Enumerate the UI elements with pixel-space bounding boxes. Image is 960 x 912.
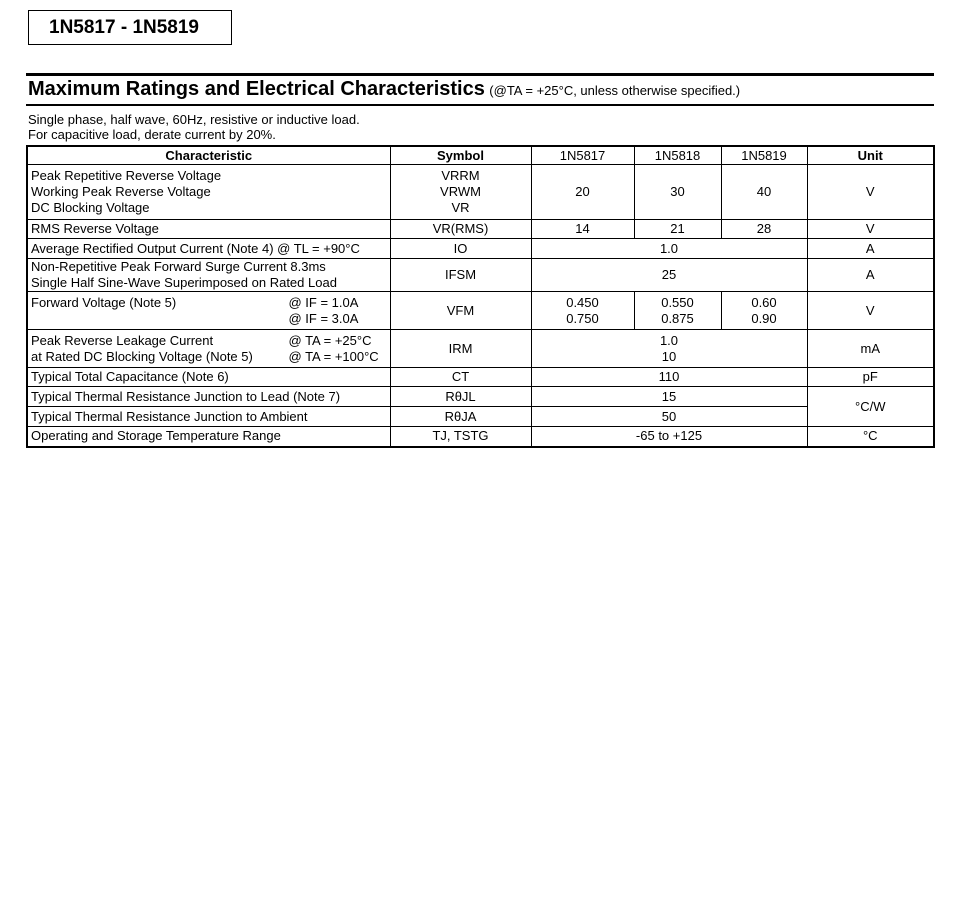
value-cell: 28 bbox=[721, 220, 807, 239]
characteristic-line bbox=[31, 333, 387, 349]
table-row bbox=[27, 407, 934, 427]
header-unit: Unit bbox=[807, 146, 934, 165]
symbol-cell: IRM bbox=[390, 330, 531, 368]
symbol-line: VR bbox=[451, 200, 470, 215]
condition-text: @ TA = +100°C bbox=[288, 348, 379, 364]
value-cell: 21 bbox=[634, 220, 721, 239]
header-1n5818: 1N5818 bbox=[634, 146, 721, 165]
table-row bbox=[27, 368, 934, 387]
characteristic-cell: Operating and Storage Temperature Range bbox=[27, 427, 390, 447]
condition-text: @ TA = +25°C bbox=[288, 332, 372, 348]
unit-cell: V bbox=[807, 220, 934, 239]
value-cell: 25 bbox=[531, 259, 807, 292]
value-line: 0.60 bbox=[751, 294, 777, 310]
symbol-cell: VR(RMS) bbox=[390, 220, 531, 239]
table-row bbox=[27, 259, 934, 292]
table-row bbox=[27, 427, 934, 447]
header-symbol: Symbol bbox=[390, 146, 531, 165]
characteristic-text: Peak Reverse Leakage Current bbox=[31, 332, 214, 348]
note-line: Single phase, half wave, 60Hz, resistive or inductive load. bbox=[28, 112, 360, 127]
symbol-line: VRWM bbox=[440, 184, 481, 199]
characteristic-line: Non-Repetitive Peak Forward Surge Current 8.3ms bbox=[31, 259, 326, 274]
value-line: 0.875 bbox=[661, 310, 694, 326]
value-line: 0.90 bbox=[751, 310, 777, 326]
unit-cell: V bbox=[807, 292, 934, 330]
load-notes bbox=[28, 112, 360, 142]
unit-cell: mA bbox=[807, 330, 934, 368]
symbol-cell: IFSM bbox=[390, 259, 531, 292]
unit-cell: pF bbox=[807, 368, 934, 387]
value-cell: 50 bbox=[531, 407, 807, 427]
value-cell bbox=[634, 292, 721, 330]
value-cell: 110 bbox=[531, 368, 807, 387]
characteristic-cell: Typical Total Capacitance (Note 6) bbox=[27, 368, 390, 387]
symbol-cell: TJ, TSTG bbox=[390, 427, 531, 447]
value-line: 0.750 bbox=[566, 310, 599, 326]
value-cell bbox=[531, 330, 807, 368]
unit-cell: °C/W bbox=[807, 387, 934, 427]
table-row bbox=[27, 239, 934, 259]
table-row bbox=[27, 292, 934, 330]
condition-text: @ IF = 3.0A bbox=[288, 310, 359, 326]
characteristic-line: DC Blocking Voltage bbox=[31, 200, 150, 215]
symbol-cell: IO bbox=[390, 239, 531, 259]
symbol-cell: VFM bbox=[390, 292, 531, 330]
unit-cell: A bbox=[807, 259, 934, 292]
note-line: For capacitive load, derate current by 20%. bbox=[28, 127, 276, 142]
value-cell bbox=[721, 292, 807, 330]
section-condition: (@TA = +25°C, unless otherwise specified.) bbox=[489, 83, 741, 98]
characteristic-cell: Typical Thermal Resistance Junction to Lead (Note 7) bbox=[27, 387, 390, 407]
characteristic-cell: Typical Thermal Resistance Junction to Ambient bbox=[27, 407, 390, 427]
table-header-row bbox=[27, 146, 934, 165]
characteristic-cell bbox=[27, 165, 390, 220]
characteristic-line: Single Half Sine-Wave Superimposed on Rated Load bbox=[31, 275, 337, 290]
value-cell: 40 bbox=[721, 165, 807, 220]
value-line: 0.550 bbox=[661, 294, 694, 310]
characteristic-line: Working Peak Reverse Voltage bbox=[31, 184, 211, 199]
ratings-table bbox=[26, 145, 935, 448]
value-cell: 14 bbox=[531, 220, 634, 239]
value-cell: 1.0 bbox=[531, 239, 807, 259]
table-row bbox=[27, 387, 934, 407]
unit-cell: V bbox=[807, 165, 934, 220]
symbol-cell bbox=[390, 165, 531, 220]
value-line: 0.450 bbox=[566, 294, 599, 310]
characteristic-line: Peak Repetitive Reverse Voltage bbox=[31, 168, 222, 183]
value-cell: 30 bbox=[634, 165, 721, 220]
value-cell bbox=[531, 292, 634, 330]
symbol-cell: CT bbox=[390, 368, 531, 387]
unit-cell: A bbox=[807, 239, 934, 259]
header-1n5819: 1N5819 bbox=[721, 146, 807, 165]
value-cell: 15 bbox=[531, 387, 807, 407]
symbol-cell: RθJA bbox=[390, 407, 531, 427]
symbol-line: VRRM bbox=[441, 168, 480, 183]
characteristic-cell: Average Rectified Output Current (Note 4) @ TL = +90°C bbox=[27, 239, 390, 259]
characteristic-text: Forward Voltage (Note 5) bbox=[31, 294, 177, 310]
characteristic-line bbox=[31, 349, 387, 365]
characteristic-cell bbox=[27, 330, 390, 368]
table-row bbox=[27, 165, 934, 220]
heading-rule-top bbox=[26, 73, 934, 76]
value-line: 1.0 bbox=[659, 332, 679, 348]
value-cell: -65 to +125 bbox=[531, 427, 807, 447]
characteristic-cell bbox=[27, 292, 390, 330]
characteristic-line bbox=[31, 295, 387, 311]
value-line: 10 bbox=[661, 348, 677, 364]
characteristic-line bbox=[31, 311, 387, 327]
heading-rule-bottom bbox=[26, 104, 934, 106]
part-range-title: 1N5817 - 1N5819 bbox=[28, 10, 232, 45]
value-cell: 20 bbox=[531, 165, 634, 220]
characteristic-text: at Rated DC Blocking Voltage (Note 5) bbox=[31, 348, 253, 364]
condition-text: @ IF = 1.0A bbox=[288, 294, 359, 310]
table-row bbox=[27, 220, 934, 239]
symbol-cell: RθJL bbox=[390, 387, 531, 407]
table-row bbox=[27, 330, 934, 368]
unit-cell: °C bbox=[807, 427, 934, 447]
section-title: Maximum Ratings and Electrical Characteristics bbox=[28, 78, 485, 100]
characteristic-cell bbox=[27, 259, 390, 292]
section-heading bbox=[28, 78, 740, 101]
characteristic-cell: RMS Reverse Voltage bbox=[27, 220, 390, 239]
header-characteristic: Characteristic bbox=[27, 146, 390, 165]
header-1n5817: 1N5817 bbox=[531, 146, 634, 165]
